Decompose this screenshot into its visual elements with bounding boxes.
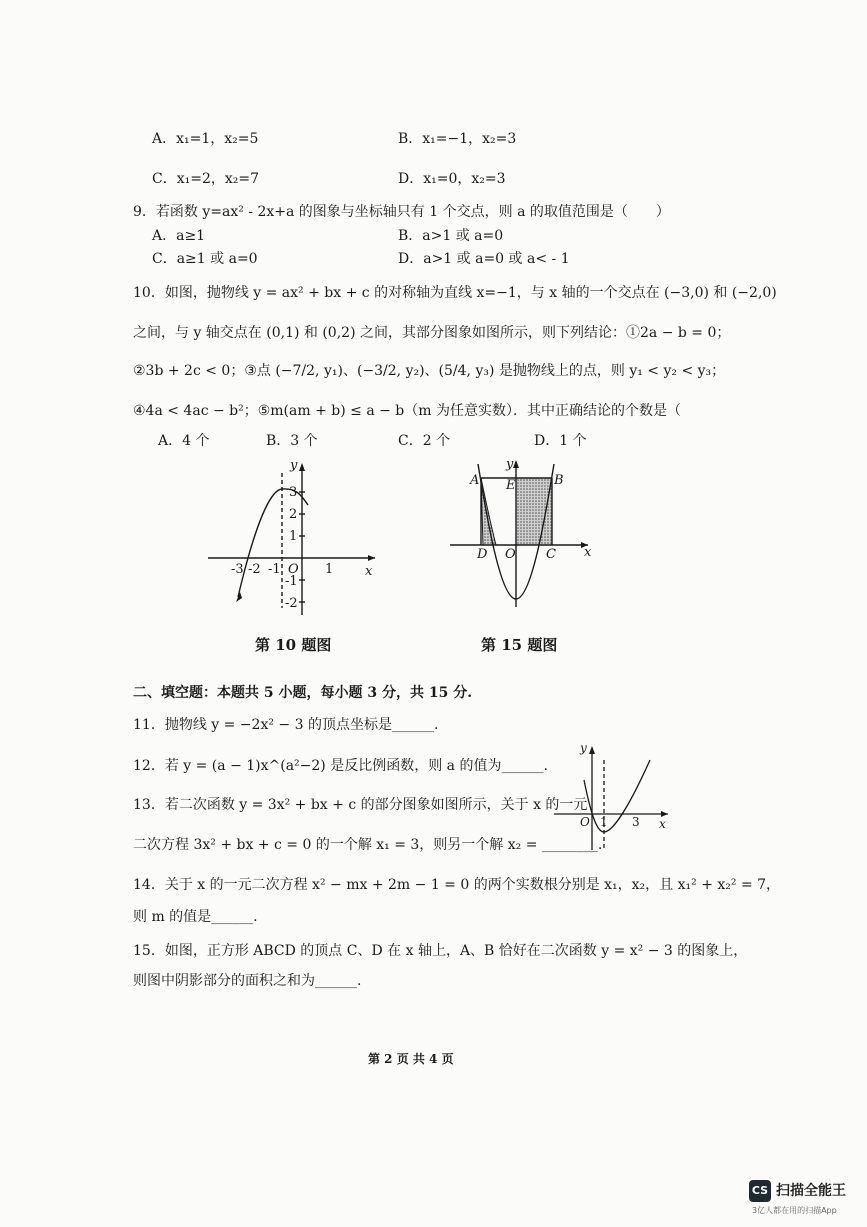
fig10-origin: O bbox=[288, 562, 299, 577]
fig15-shaded-right bbox=[516, 478, 552, 545]
q9-option-c: C．a≥1 或 a=0 bbox=[152, 251, 258, 267]
fig10-x-label: x bbox=[365, 564, 373, 579]
q14-line2: 则 m 的值是______. bbox=[133, 909, 258, 925]
q9-stem: 9．若函数 y=ax² - 2x+a 的图象与坐标轴只有 1 个交点，则 a 的取值范围是（ ） bbox=[133, 204, 670, 220]
q9-option-a: A．a≥1 bbox=[152, 228, 206, 244]
q15-line2: 则图中阴影部分的面积之和为______. bbox=[133, 973, 362, 989]
section-2-heading: 二、填空题：本题共 5 小题，每小题 3 分，共 15 分. bbox=[133, 685, 473, 701]
q10-option-c: C．2 个 bbox=[398, 433, 451, 449]
q9-option-d: D．a>1 或 a=0 或 a< - 1 bbox=[398, 251, 570, 267]
fig15-point-e: E bbox=[506, 478, 516, 493]
fig10-ytick: -1 bbox=[285, 574, 298, 589]
fig15-shaded-left bbox=[481, 478, 496, 545]
fig15-point-d: D bbox=[477, 547, 488, 562]
page-footer: 第 2 页 共 4 页 bbox=[368, 1052, 454, 1066]
fig13-y-label: y bbox=[580, 741, 587, 755]
q15-line1: 15．如图，正方形 ABCD 的顶点 C、D 在 x 轴上，A、B 恰好在二次函数 y = x² − 3 的图象上， bbox=[133, 943, 748, 959]
figure-q15 bbox=[448, 452, 608, 612]
fig13-origin: O bbox=[580, 815, 590, 829]
fig10-ytick: 2 bbox=[289, 507, 298, 522]
fig10-ytick: 3 bbox=[289, 485, 298, 500]
fig10-xtick: -1 bbox=[268, 562, 281, 577]
q8-option-c: C．x₁=2，x₂=7 bbox=[152, 171, 260, 187]
q8-option-a: A．x₁=1，x₂=5 bbox=[152, 131, 259, 147]
figure-q13 bbox=[552, 740, 672, 852]
fig10-ytick: -2 bbox=[285, 596, 298, 611]
fig15-x-label: x bbox=[584, 545, 592, 560]
scanner-logo: CS bbox=[749, 1180, 771, 1202]
scanner-app-name: 扫描全能王 bbox=[776, 1183, 846, 1199]
fig13-tick-3: 3 bbox=[632, 815, 640, 829]
q10-line3: ②3b + 2c < 0；③点 (−7/2, y₁)、(−3/2, y₂)、(5/4, y₃) 是抛物线上的点，则 y₁ < y₂ < y₃； bbox=[133, 363, 726, 379]
fig15-point-b: B bbox=[554, 473, 564, 488]
fig10-ytick: 1 bbox=[289, 529, 298, 544]
fig10-xtick: -2 bbox=[248, 562, 261, 577]
fig15-point-a: A bbox=[470, 473, 480, 488]
fig15-origin: O bbox=[505, 547, 516, 562]
fig13-tick-1: 1 bbox=[600, 815, 608, 829]
fig10-xtick: -3 bbox=[231, 562, 244, 577]
q13-line1: 13．若二次函数 y = 3x² + bx + c 的部分图象如图所示，关于 x 的一元 bbox=[133, 797, 588, 813]
q10-option-a: A．4 个 bbox=[158, 433, 210, 449]
q11: 11．抛物线 y = −2x² − 3 的顶点坐标是______. bbox=[133, 717, 439, 733]
fig15-y-label: y bbox=[506, 457, 514, 472]
scanner-app-tagline: 3亿人都在用的扫描App bbox=[752, 1206, 837, 1215]
q10-line4: ④4a < 4ac − b²；⑤m(am + b) ≤ a − b（m 为任意实数）．其中正确结论的个数是（ bbox=[133, 403, 681, 419]
fig10-caption: 第 10 题图 bbox=[255, 636, 332, 654]
q8-option-d: D．x₁=0，x₂=3 bbox=[398, 171, 506, 187]
figure-q10 bbox=[200, 455, 385, 625]
q14-line1: 14．关于 x 的一元二次方程 x² − mx + 2m − 1 = 0 的两个实数根分别是 x₁，x₂，且 x₁² + x₂² = 7， bbox=[133, 877, 781, 893]
fig10-y-label: y bbox=[290, 458, 298, 473]
fig15-caption: 第 15 题图 bbox=[481, 636, 558, 654]
q10-option-d: D．1 个 bbox=[534, 433, 587, 449]
fig13-x-label: x bbox=[659, 817, 666, 831]
q13-line2: 二次方程 3x² + bx + c = 0 的一个解 x₁ = 3，则另一个解 x₂ = ________. bbox=[133, 837, 603, 853]
fig15-point-c: C bbox=[546, 547, 556, 562]
q10-option-b: B．3 个 bbox=[266, 433, 318, 449]
q12: 12．若 y = (a − 1)x^(a²−2) 是反比例函数，则 a 的值为______. bbox=[133, 758, 548, 774]
q9-option-b: B．a>1 或 a=0 bbox=[398, 228, 504, 244]
q8-option-b: B．x₁=−1，x₂=3 bbox=[398, 131, 517, 147]
q10-line1: 10．如图，抛物线 y = ax² + bx + c 的对称轴为直线 x=−1，与 x 轴的一个交点在 (−3,0) 和 (−2,0) bbox=[133, 285, 777, 301]
fig10-xtick: 1 bbox=[325, 562, 334, 577]
fig13-parabola bbox=[584, 760, 650, 832]
q10-line2: 之间，与 y 轴交点在 (0,1) 和 (0,2) 之间，其部分图象如图所示，则下列结论：①2a − b = 0； bbox=[133, 325, 731, 341]
